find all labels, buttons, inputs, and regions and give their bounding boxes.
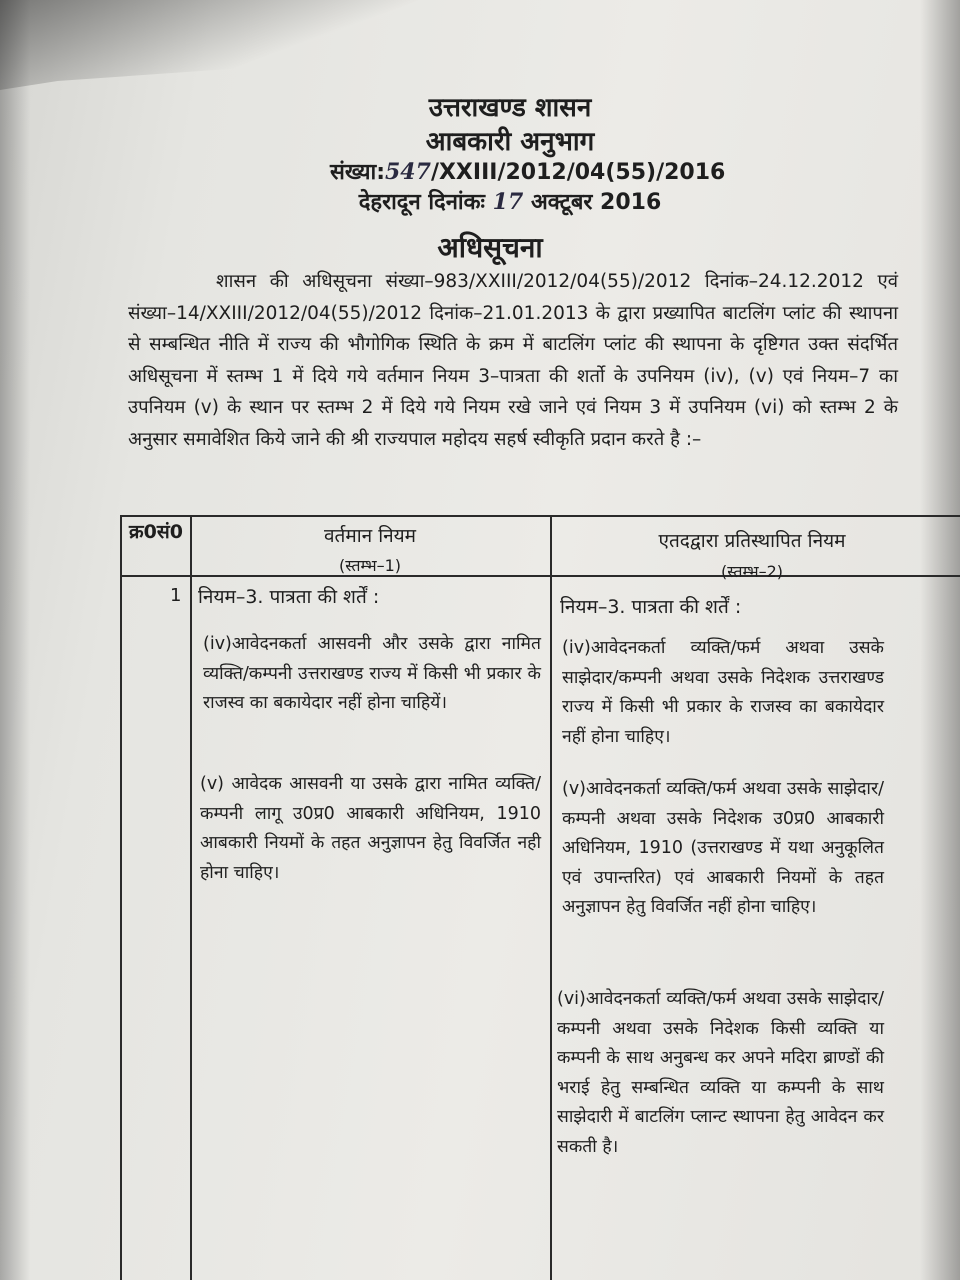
date-suffix: अक्टूबर 2016 xyxy=(530,190,662,215)
current-rules-subheader: (स्तम्भ–1) xyxy=(338,556,402,575)
department-name: आबकारी अनुभाग xyxy=(425,127,595,157)
row-serial: 1 xyxy=(170,585,182,606)
reference-suffix: /XXIII/2012/04(55)/2016 xyxy=(430,160,726,185)
replaced-rule-title: नियम–3. पात्रता की शर्तें : xyxy=(560,596,742,618)
table-divider-2 xyxy=(550,515,552,1280)
current-rule-iv: (iv)आवेदनकर्ता आसवनी और उसके द्वारा नामित व्यक्ति/कम्पनी उत्तराखण्ड राज्य में किसी भी प्रकार के राजस्व का बकायेदार नहीं होना चाहियें। xyxy=(203,634,541,713)
date-prefix: देहरादून दिनांकः xyxy=(358,190,485,215)
current-rules-header: वर्तमान नियम xyxy=(323,525,417,547)
reference-prefix: संख्या: xyxy=(330,160,385,185)
page-left-shadow xyxy=(0,0,30,1280)
current-rule-v: (v) आवेदक आसवनी या उसके द्वारा नामित व्यक्ति/कम्पनी लागू उ0प्र0 आबकारी अधिनियम, 1910 आबकारी नियमों के तहत अनुज्ञापन हेतु विवर्जित नही होना चाहिए। xyxy=(200,774,541,883)
notification-paragraph: शासन की अधिसूचना संख्या–983/XXIII/2012/04(55)/2012 दिनांक–24.12.2012 एवं संख्या–14/XXIII/2012/04(55)/2012 दिनांक–21.01.2013 के द्वारा प्रख्यापित बाटलिंग प्लांट की स्थापना से सम्बन्धित नीति में राज्य की भौगोगिक स्थिति के क्रम में बाटलिंग प्लांट की स्थापना के दृष्टिगत उक्त संदर्भित अधिसूचना में स्तम्भ 1 में दिये गये वर्तमान नियम 3–पात्रता की शर्तो के उपनियम (iv), (v) एवं नियम–7 का उपनियम (v) के स्थान पर स्तम्भ 2 में दिये गये नियम रखे जाने एवं नियम 3 में उपनियम (vi) को स्तम्भ 2 के अनुसार समावेशित किये जाने की श्री राज्यपाल महोदय सहर्ष स्वीकृति प्रदान करते है :– xyxy=(128,271,898,450)
page-corner-shadow xyxy=(0,0,960,90)
date-handwritten-day: 17 xyxy=(492,189,524,215)
reference-handwritten-number: 547 xyxy=(385,159,431,185)
table-divider-1 xyxy=(190,515,192,1280)
replaced-rules-header: एतदद्वारा प्रतिस्थापित नियम xyxy=(658,530,846,552)
serial-header: क्र0सं0 xyxy=(129,521,183,543)
replaced-rule-iv: (iv)आवेदनकर्ता व्यक्ति/फर्म अथवा उसके साझेदार/कम्पनी अथवा उसके निदेशक उत्तराखण्ड राज्य में किसी भी प्रकार के राजस्व का बकायेदार नहीं होना चाहिए। xyxy=(562,638,884,747)
notification-body xyxy=(128,266,898,455)
replaced-rules-subheader: (स्तम्भ–2) xyxy=(720,562,784,581)
government-name: उत्तराखण्ड शासन xyxy=(428,93,592,123)
replaced-rule-v: (v)आवेदनकर्ता व्यक्ति/फर्म अथवा उसके साझेदार/कम्पनी अथवा उसके निदेशक उ0प्र0 आबकारी अधिनियम, 1910 (उत्तराखण्ड में यथा अनुकूलित एवं उपान्तरित) एवं आबकारी नियमों के तहत अनुज्ञापन हेतु विवर्जित नहीं होना चाहिए। xyxy=(562,779,884,917)
notification-title: अधिसूचना xyxy=(437,231,543,264)
issue-date xyxy=(340,186,680,216)
current-rule-title: नियम–3. पात्रता की शर्तें : xyxy=(198,586,380,608)
replaced-rule-vi: (vi)आवेदनकर्ता व्यक्ति/फर्म अथवा उसके साझेदार/कम्पनी अथवा उसके निदेशक किसी व्यक्ति या कम्पनी के साथ अनुबन्ध कर अपने मदिरा ब्राण्डों की भराई हेतु सम्बन्धित व्यक्ति या कम्पनी के साथ साझेदारी में बाटलिंग प्लान्ट स्थापना हेतु आवेदन कर सकती है। xyxy=(557,989,884,1157)
reference-number xyxy=(330,156,726,186)
